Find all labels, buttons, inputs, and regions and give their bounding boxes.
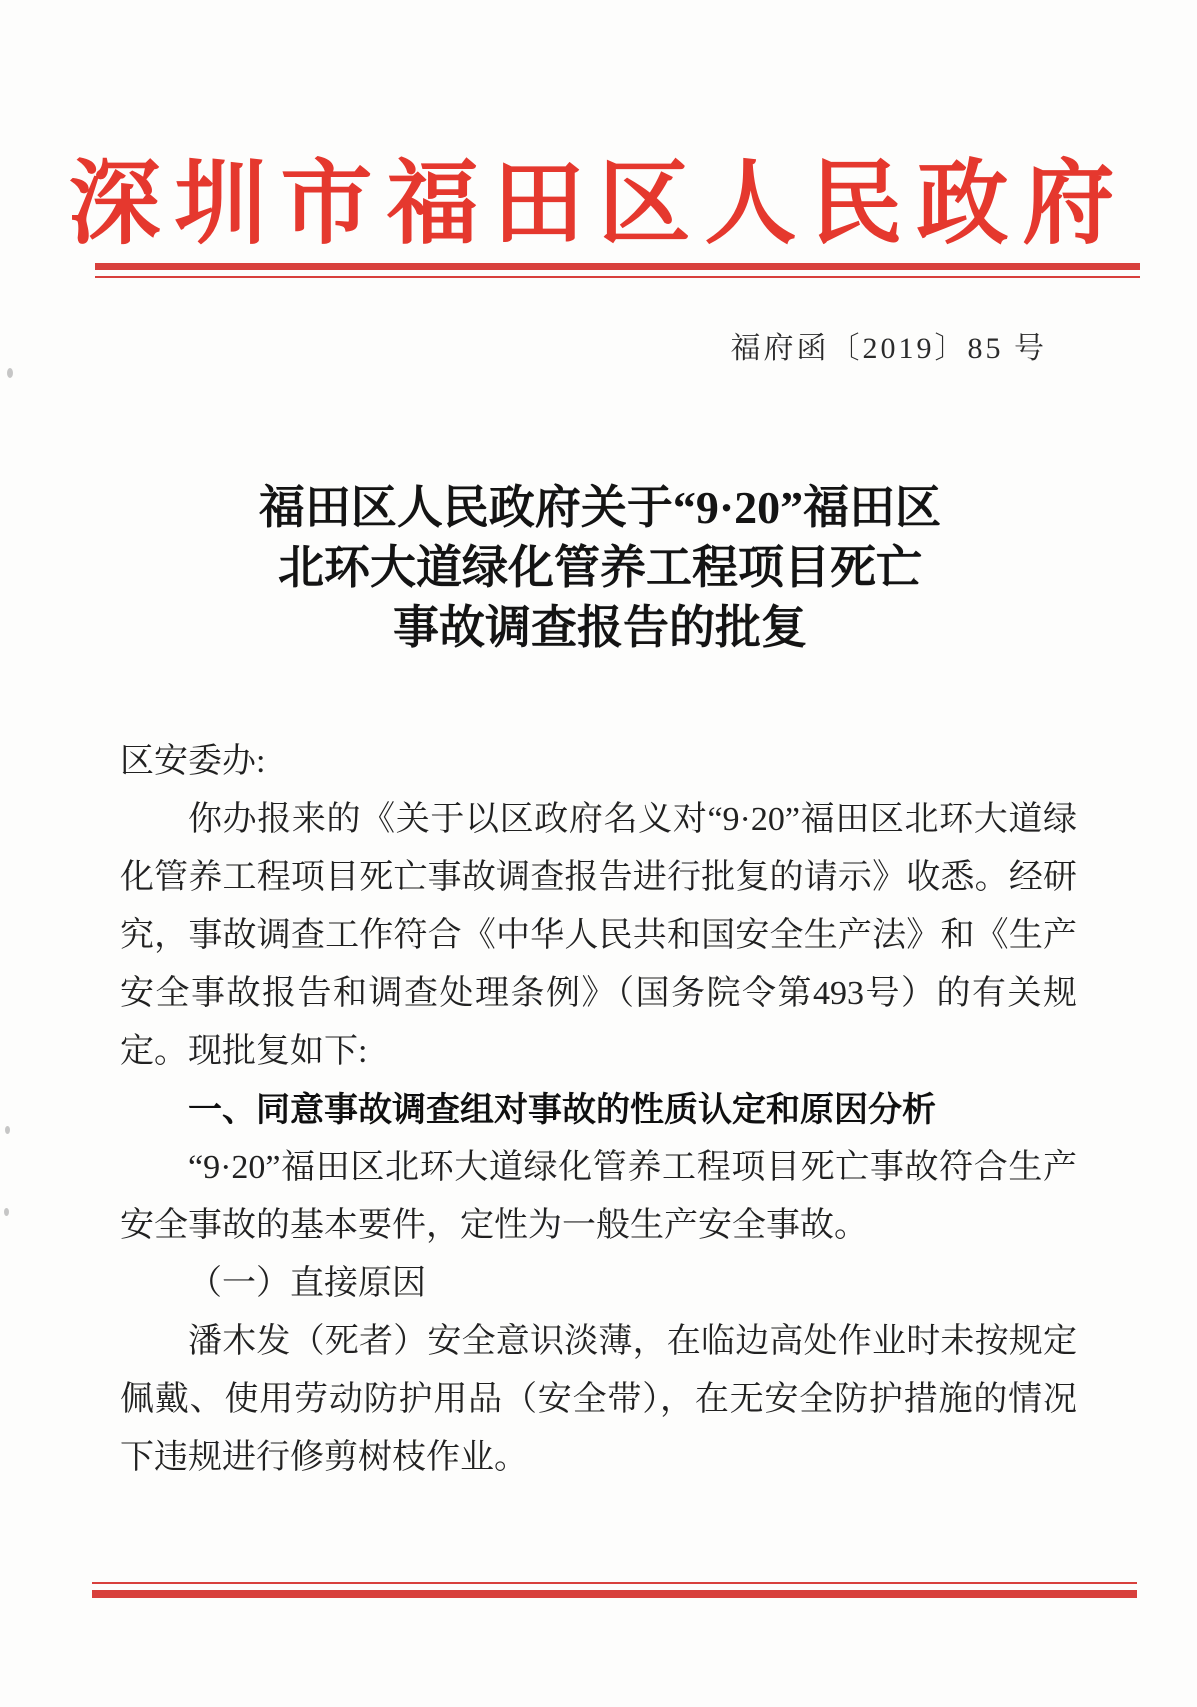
section-heading-1: 一、同意事故调查组对事故的性质认定和原因分析 [188, 1091, 936, 1129]
paragraph-accident-nature: “9·20”福田区北环大道绿化管养工程项目死亡事故符合生产安全事故的基本要件，定性为一般生产安全事故。 [120, 1149, 1077, 1244]
document-title-line3: 事故调查报告的批复 [393, 602, 807, 653]
document-number: 福府函〔2019〕85 号 [730, 332, 1047, 365]
letterhead-rule-thin [95, 276, 1140, 278]
paragraph-request-received: 你办报来的《关于以区政府名义对“9·20”福田区北环大道绿化管养工程项目死亡事故调查报告进行批复的请示》收悉。经研究，事故调查工作符合《中华人民共和国安全生产法》和《生产安全事故报告和调查处理条例》（国务院令第493号）的有关规定。现批复如下: [120, 801, 1077, 1070]
letterhead-agency-title: 深圳市福田区人民政府 [68, 153, 1129, 255]
salutation: 区安委办: [120, 743, 266, 780]
scan-artifact [4, 1208, 9, 1216]
document-title-line2: 北环大道绿化管养工程项目死亡 [278, 542, 922, 593]
paragraph-direct-cause-detail: 潘木发（死者）安全意识淡薄，在临边高处作业时未按规定佩戴、使用劳动防护用品（安全带），在无安全防护措施的情况下违规进行修剪树枝作业。 [120, 1323, 1077, 1476]
scan-artifact [7, 368, 13, 378]
document-title [95, 478, 1105, 658]
sub-heading-direct-cause: （一）直接原因 [188, 1265, 426, 1302]
document-title-line1: 福田区人民政府关于“9·20”福田区 [258, 482, 942, 533]
letterhead-rule-thick [95, 263, 1140, 270]
footer-rule-thick [92, 1590, 1137, 1598]
footer-rule-thin [92, 1582, 1137, 1584]
document-body [120, 733, 1077, 1487]
scan-artifact [5, 1126, 10, 1134]
